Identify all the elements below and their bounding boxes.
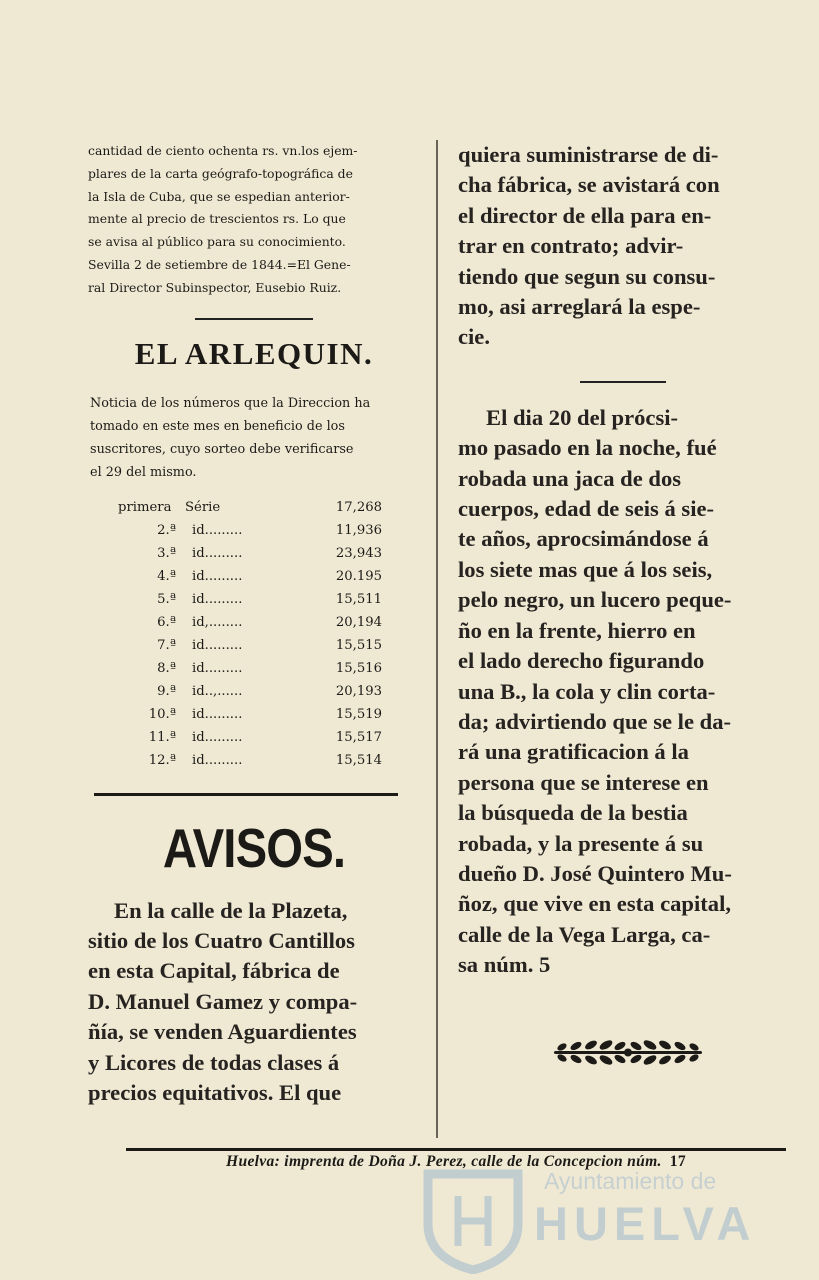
lottery-row xyxy=(88,634,420,657)
lottery-row xyxy=(88,588,420,611)
lottery-id-label: id......... xyxy=(192,591,243,607)
lottery-id-label: id......... xyxy=(192,545,243,561)
text-line: el 29 del mismo. xyxy=(90,464,197,480)
lottery-id-label: id......... xyxy=(192,752,243,768)
watermark-line1: Ayuntamiento de xyxy=(544,1168,717,1194)
avisos-continued xyxy=(458,140,788,353)
text-line: una B., la cola y clin corta- xyxy=(458,678,716,704)
lottery-value: 15,516 xyxy=(335,660,382,676)
text-line: cuerpos, edad de seis á sie- xyxy=(458,496,715,522)
lottery-row xyxy=(88,542,420,565)
lottery-series-number: 2.ª xyxy=(157,522,176,538)
stolen-horse-notice xyxy=(458,403,788,981)
text-line: trar en contrato; advir- xyxy=(458,233,684,259)
text-line: y Licores de todas clases á xyxy=(88,1049,340,1075)
lottery-row xyxy=(88,496,420,519)
text-line: ño en la frente, hierro en xyxy=(458,617,696,643)
text-line: pelo negro, un lucero peque- xyxy=(458,587,732,613)
lottery-row xyxy=(88,657,420,680)
lottery-id-label: id......... xyxy=(192,522,243,538)
lottery-value: 15,517 xyxy=(335,729,382,745)
text-line: robada, y la presente á su xyxy=(458,830,704,856)
text-line: se avisa al público para su conocimiento. xyxy=(88,234,346,250)
text-line: quiera suministrarse de di- xyxy=(458,142,719,167)
page-number: 17 xyxy=(669,1153,686,1170)
text-line: la búsqueda de la bestia xyxy=(458,800,688,826)
city-seal-icon xyxy=(418,1166,528,1274)
lottery-series-number: 6.ª xyxy=(157,614,176,630)
lottery-row xyxy=(88,519,420,542)
text-line: Sevilla 2 de setiembre de 1844.=El Gene- xyxy=(88,256,351,272)
text-line: D. Manuel Gamez y compa- xyxy=(88,988,358,1014)
lottery-row xyxy=(88,703,420,726)
lottery-value: 11,936 xyxy=(335,522,382,538)
imprint-text: Huelva: imprenta de Doña J. Perez, calle de la Concepcion núm. xyxy=(226,1153,662,1170)
text-line: mo pasado en la noche, fué xyxy=(458,435,717,461)
text-line: suscritores, cuyo sorteo debe verificarse xyxy=(90,441,354,457)
lottery-value: 15,515 xyxy=(335,637,382,653)
text-line: cha fábrica, se avistará con xyxy=(458,172,720,198)
archive-watermark xyxy=(418,1166,757,1274)
section-divider xyxy=(94,793,398,796)
lottery-table xyxy=(88,496,420,772)
watermark-line2: HUELVA xyxy=(534,1197,757,1250)
lottery-row xyxy=(88,726,420,749)
text-line: Noticia de los números que la Direccion ha xyxy=(90,395,371,411)
text-line: precios equitativos. El que xyxy=(88,1080,342,1106)
text-line: dueño D. José Quintero Mu- xyxy=(458,860,732,886)
text-line: ral Director Subinspector, Eusebio Ruiz. xyxy=(88,279,342,295)
lottery-series-number: 11.ª xyxy=(148,729,176,745)
lottery-series-number: 7.ª xyxy=(157,637,176,653)
lottery-id-label: id......... xyxy=(192,568,243,584)
lottery-value: 15,514 xyxy=(335,752,382,768)
lottery-row xyxy=(88,680,420,703)
lottery-id-label: id..,...... xyxy=(192,683,243,699)
text-line: cantidad de ciento ochenta rs. vn.los ejem- xyxy=(88,143,358,158)
fleuron-ornament-icon xyxy=(548,1038,708,1068)
lottery-value: 17,268 xyxy=(335,499,382,515)
lottery-id-label: id,........ xyxy=(192,614,243,630)
text-line: mente al precio de trescientos rs. Lo que xyxy=(88,211,346,227)
text-line: tiendo que segun su consu- xyxy=(458,263,716,289)
lottery-row xyxy=(88,749,420,772)
text-line: rá una gratificacion á la xyxy=(458,739,689,765)
column-divider xyxy=(436,140,438,1138)
lottery-series-number: 8.ª xyxy=(157,660,176,676)
text-line: la Isla de Cuba, que se espedian anterior- xyxy=(88,188,350,204)
text-line: cie. xyxy=(458,324,490,350)
lottery-id-label: id......... xyxy=(192,729,243,745)
lottery-row xyxy=(88,565,420,588)
lottery-series-number: 12.ª xyxy=(148,752,176,768)
lottery-series-number: 3.ª xyxy=(157,545,176,561)
text-line: los siete mas que á los seis, xyxy=(458,556,713,582)
text-line: En la calle de la Plazeta, xyxy=(114,897,348,923)
lottery-series-label: Série xyxy=(185,499,221,515)
lottery-value: 20.195 xyxy=(335,568,382,584)
lottery-first-label: primera xyxy=(118,499,172,515)
text-line: calle de la Vega Larga, ca- xyxy=(458,921,711,947)
text-line: en esta Capital, fábrica de xyxy=(88,958,340,984)
lottery-series-number: 10.ª xyxy=(148,706,176,722)
left-column xyxy=(88,140,420,1108)
lottery-series-number: 5.ª xyxy=(157,591,176,607)
avisos-body xyxy=(88,896,420,1109)
lottery-series-number: 4.ª xyxy=(157,568,176,584)
lottery-value: 20,193 xyxy=(335,683,382,699)
avisos-heading: AVISOS. xyxy=(162,816,346,879)
lottery-row xyxy=(88,611,420,634)
lottery-value: 15,519 xyxy=(335,706,382,722)
lottery-series-number: 9.ª xyxy=(157,683,176,699)
lottery-value: 15,511 xyxy=(335,591,382,607)
text-line: el director de ella para en- xyxy=(458,202,712,228)
arlequin-heading: EL ARLEQUIN. xyxy=(134,335,374,371)
text-line: da; advirtiendo que se le da- xyxy=(458,708,732,734)
text-line: mo, asi arreglará la espe- xyxy=(458,294,701,320)
arlequin-notice xyxy=(88,392,420,484)
text-line: ñía, se venden Aguardientes xyxy=(88,1019,357,1045)
text-line: tomado en este mes en beneficio de los xyxy=(90,418,345,434)
text-line: persona que se interese en xyxy=(458,769,709,795)
text-line: sa núm. 5 xyxy=(458,952,551,978)
lottery-id-label: id......... xyxy=(192,660,243,676)
lottery-id-label: id......... xyxy=(192,706,243,722)
text-line: El dia 20 del prócsi- xyxy=(486,404,679,430)
text-line: te años, aprocsimándose á xyxy=(458,526,709,552)
text-line: sitio de los Cuatro Cantillos xyxy=(88,927,355,953)
lottery-value: 20,194 xyxy=(335,614,382,630)
section-divider xyxy=(580,381,666,383)
text-line: el lado derecho figurando xyxy=(458,648,705,674)
text-line: robada una jaca de dos xyxy=(458,465,682,491)
text-line: ñoz, que vive en esta capital, xyxy=(458,891,731,917)
footer-rule xyxy=(126,1148,786,1151)
lottery-id-label: id......... xyxy=(192,637,243,653)
right-column xyxy=(458,140,788,981)
section-divider xyxy=(195,318,313,320)
text-line: plares de la carta geógrafo-topográfica de xyxy=(88,165,353,181)
lottery-value: 23,943 xyxy=(335,545,382,561)
left-intro-text xyxy=(88,140,420,300)
